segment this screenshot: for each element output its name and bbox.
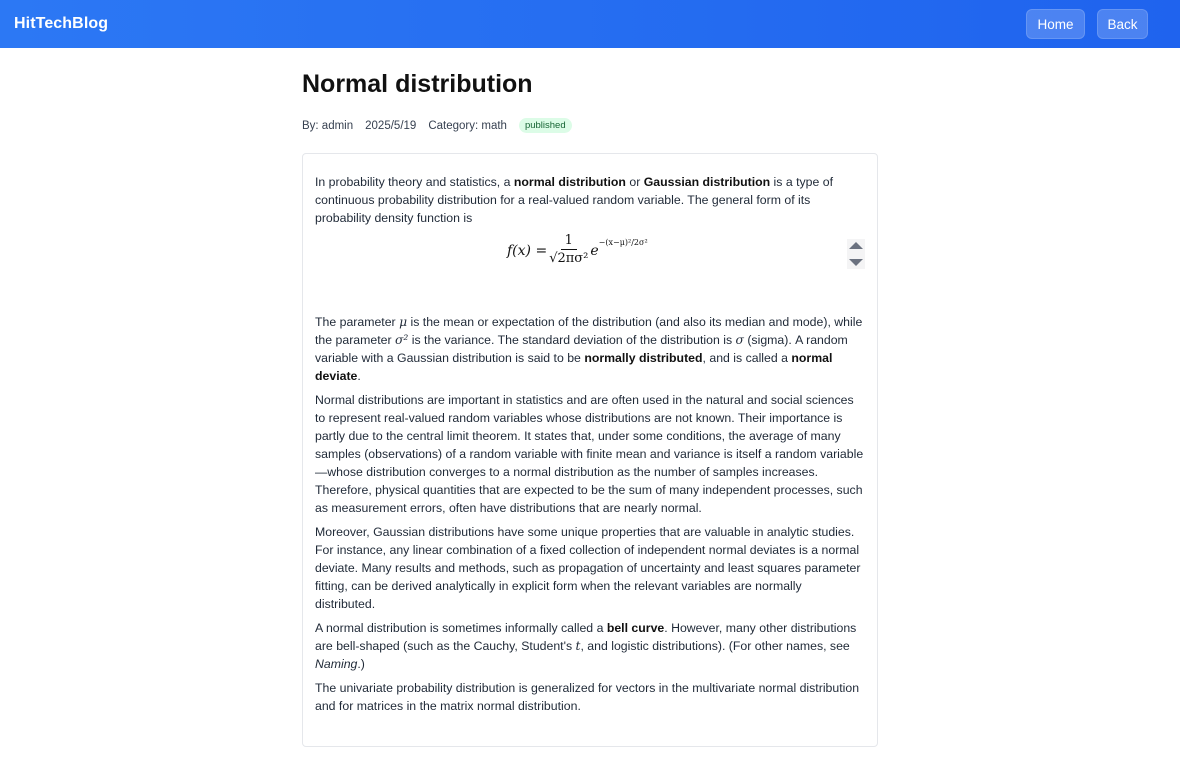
paragraph-intro <box>315 173 865 227</box>
text: is the variance. The standard deviation of the distribution is <box>408 333 736 347</box>
top-navbar <box>0 0 1180 48</box>
scroll-down-arrow-icon[interactable] <box>849 259 863 266</box>
paragraph-properties: Moreover, Gaussian distributions have some unique properties that are valuable in analytic studies. For instance, any linear combination of a fixed collection of independent normal deviates is a normal deviate. Many results and methods, such as propagation of uncertainty and least squares parameter fitting, can be derived analytically in explicit form when the relevant variables are normally distributed. <box>315 525 861 611</box>
text: is the mean or expectation of the distribution (and also its median and mode), while the parameter <box>315 315 863 347</box>
formula-numerator: 1 <box>561 233 577 250</box>
text: , and is called a <box>702 351 792 365</box>
pdf-formula <box>507 233 648 268</box>
formula-base: e <box>590 242 599 259</box>
status-badge: published <box>519 118 572 133</box>
formula-block <box>315 233 865 293</box>
page-title: Normal distribution <box>302 70 533 98</box>
math-sigma-squared: σ² <box>394 333 409 347</box>
text: In probability theory and statistics, a <box>315 175 514 189</box>
text: .) <box>357 657 365 671</box>
paragraph-generalization: The univariate probability distribution is generalized for vectors in the multivariate normal distribution and for matrices in the matrix normal distribution. <box>315 681 860 713</box>
post-category: Category: math <box>428 119 507 132</box>
math-sigma: σ <box>735 333 744 347</box>
text: . <box>357 369 361 383</box>
post-author: By: admin <box>302 119 354 132</box>
formula-fraction <box>549 233 588 268</box>
scroll-up-arrow-icon[interactable] <box>849 242 863 249</box>
bold-term: Gaussian distribution <box>643 175 771 189</box>
home-button[interactable]: Home <box>1026 9 1085 39</box>
math-t: t <box>575 639 581 653</box>
bold-term: normal distribution <box>513 175 626 189</box>
back-button[interactable]: Back <box>1097 9 1148 39</box>
text: A normal distribution is sometimes informally called a <box>315 621 607 635</box>
text: , and logistic distributions). (For other names, see <box>580 639 850 653</box>
bold-term: normal deviate <box>315 351 833 383</box>
text: The parameter <box>315 315 400 329</box>
text: (sigma). A random variable with a Gaussian distribution is said to be <box>315 333 848 365</box>
paragraph-importance: Normal distributions are important in statistics and are often used in the natural and social sciences to represent real-valued random variables whose distributions are not known. Their importance is partly due to the central limit theorem. It states that, under some conditions, the average of many samples (observations) of a random variable with finite mean and variance is itself a random variable—whose distribution converges to a normal distribution as the number of samples increases. Therefore, physical quantities that are expected to be the sum of many independent processes, such as measurement errors, often have distributions that are nearly normal. <box>315 393 864 515</box>
naming-term: Naming <box>315 657 358 671</box>
text: is a type of continuous probability distribution for a real-valued random variable. The general form of its probability density function is <box>315 175 834 225</box>
formula-scrollbar[interactable] <box>847 239 865 269</box>
bold-term: normally distributed <box>584 351 703 365</box>
text: or <box>625 175 644 189</box>
paragraph-bell-curve <box>315 619 865 673</box>
post-date: 2025/5/19 <box>365 119 417 132</box>
formula-denominator: √2πσ² <box>549 251 589 266</box>
text: . However, many other distributions are bell-shaped (such as the Cauchy, Student's <box>315 621 857 653</box>
math-mu: μ <box>399 315 408 329</box>
formula-exponent: −(x−μ)²/2σ² <box>598 238 648 247</box>
formula-lhs: f(x) = <box>507 242 548 259</box>
post-meta <box>302 118 572 133</box>
site-brand[interactable]: HitTechBlog <box>14 15 109 32</box>
bold-term: bell curve <box>606 621 665 635</box>
nav-buttons <box>1026 9 1148 39</box>
post-content-card <box>302 153 878 747</box>
paragraph-parameters <box>315 313 865 385</box>
